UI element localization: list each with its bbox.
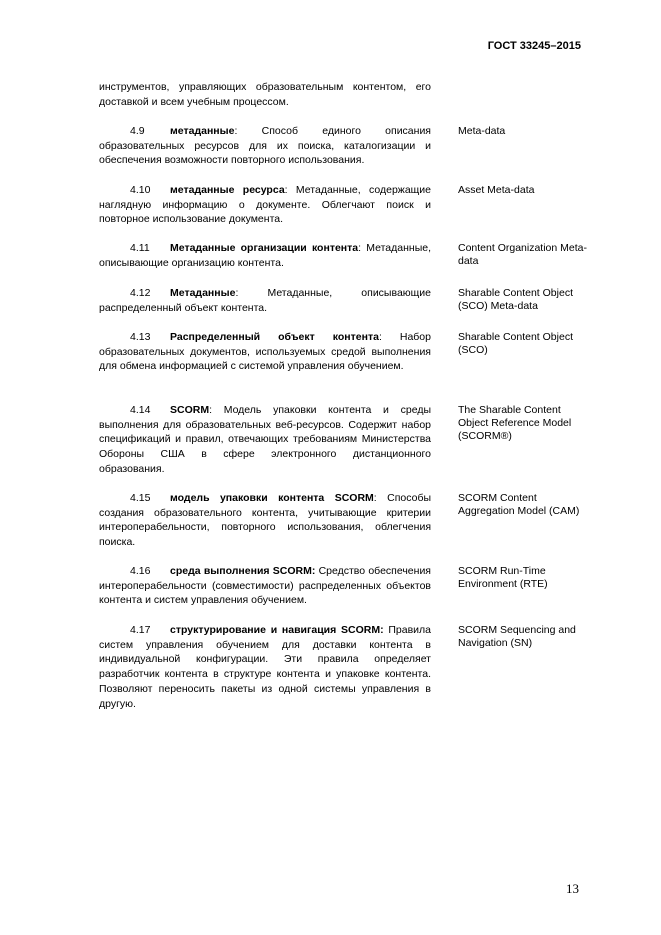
term: SCORM — [170, 404, 210, 416]
definition-text — [99, 491, 431, 550]
definition-text — [99, 403, 431, 477]
term-separator: : — [373, 492, 377, 504]
english-equivalent: SCORM Content Aggregation Model (CAM) — [458, 492, 580, 517]
term: модель упаковки контента SCORM — [170, 492, 374, 504]
document-header: ГОСТ 33245–2015 — [487, 40, 581, 52]
definition-text — [99, 623, 431, 711]
term: метаданные ресурса — [170, 184, 285, 196]
definition-text — [99, 286, 431, 315]
term: Метаданные организации контента — [170, 242, 359, 254]
definition-text — [99, 564, 431, 608]
definition-text — [99, 183, 431, 227]
definition: Правила систем управления обучением для доставки контента в индивидуальной конфигурации. Эти правила определяет разработчик контента в структуре контента и упаковке контента. Позволяют переносить пакеты из одной системы управления в другую. — [99, 624, 431, 710]
english-equivalent: The Sharable Content Object Reference Model (SCORM®) — [458, 404, 572, 442]
clause-number: 4.17 — [130, 624, 151, 636]
intro-paragraph: инструментов, управляющих образовательным контентом, его доставкой и всем учебным процессом. — [99, 81, 431, 108]
clause-number: 4.14 — [130, 404, 151, 416]
term-separator: : — [209, 404, 213, 416]
page-number: 13 — [566, 881, 579, 896]
term: Распределенный объект контента — [170, 331, 379, 343]
definition: Способ единого описания образовательных ресурсов для их поиска, каталогизации и обеспечения возможности повторного использования. — [99, 125, 431, 167]
definition: Набор образовательных документов, используемых средой выполнения для обмена информацией с системой управления обучением. — [99, 331, 431, 373]
term: Метаданные — [170, 287, 236, 299]
english-equivalent: SCORM Sequencing and Navigation (SN) — [458, 624, 576, 649]
definition: Метаданные, содержащие наглядную информацию о документе. Облегчают поиск и повторное использование документа. — [99, 184, 432, 226]
english-equivalent: Asset Meta-data — [458, 184, 535, 196]
definition: Метаданные, описывающие распределенный объект контента. — [99, 287, 431, 314]
term: метаданные — [170, 125, 235, 137]
definition-text — [99, 241, 431, 270]
english-equivalent: Meta-data — [458, 125, 506, 137]
definition: Модель упаковки контента и среды выполнения для образовательных веб-ресурсов. Содержит набор спецификаций и правил, отвечающих требованиям Министерства Обороны США в сфере электронного дистанционного образования. — [99, 404, 431, 475]
clause-number: 4.12 — [130, 287, 151, 299]
english-equivalent: Sharable Content Object (SCO) Meta-data — [458, 287, 573, 312]
clause-number: 4.16 — [130, 565, 151, 577]
term-separator: : — [234, 125, 238, 137]
term-separator: : — [378, 331, 382, 343]
english-equivalent: Sharable Content Object (SCO) — [458, 331, 573, 356]
english-equivalent: Content Organization Meta-data — [458, 242, 587, 267]
definition-text — [99, 124, 431, 168]
definition: Средство обеспечения интероперабельности (совместимости) распределенных объектов контента и систем управления обучением. — [99, 565, 431, 607]
definition: Метаданные, описывающие организацию контента. — [99, 242, 431, 269]
term-separator: : — [284, 184, 288, 196]
clause-number: 4.11 — [130, 242, 150, 254]
clause-number: 4.15 — [130, 492, 151, 504]
clause-number: 4.9 — [130, 125, 145, 137]
clause-number: 4.10 — [130, 184, 151, 196]
term-separator: : — [358, 242, 362, 254]
term: структурирование и навигация SCORM: — [170, 624, 384, 636]
definition: Способы создания образовательного контента, учитывающие критерии интероперабельности, повторного использования, облегчения поиска. — [99, 492, 432, 549]
definition-text — [99, 330, 431, 374]
english-equivalent: SCORM Run-Time Environment (RTE) — [458, 565, 548, 590]
clause-number: 4.13 — [130, 331, 151, 343]
term-separator: : — [235, 287, 239, 299]
term: среда выполнения SCORM: — [170, 565, 316, 577]
